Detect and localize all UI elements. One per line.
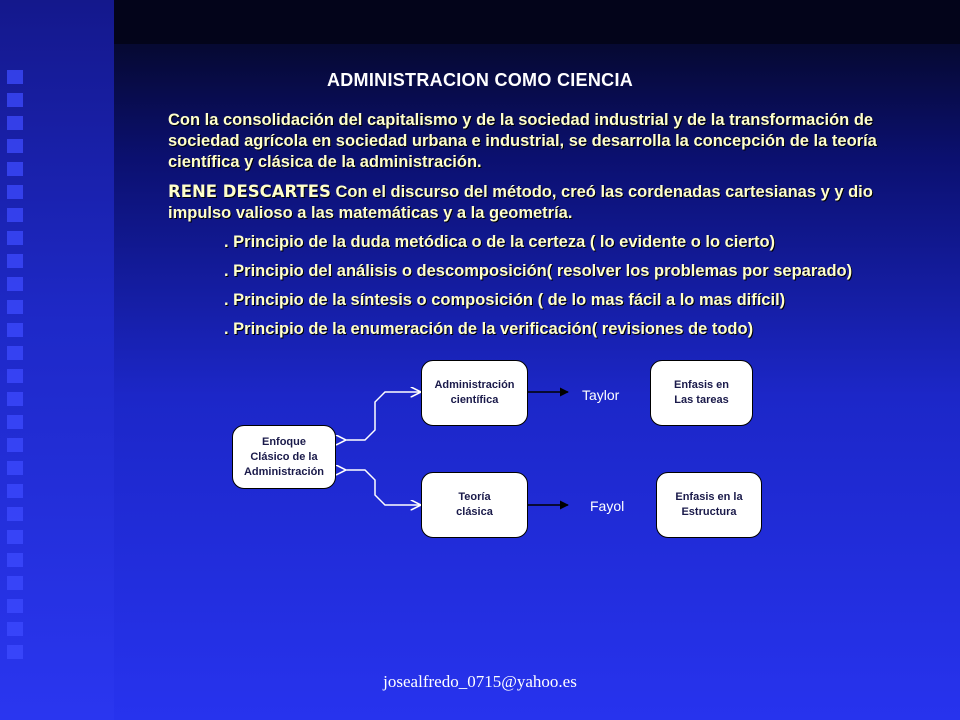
box-enfoque-clasico-label: Enfoque Clásico de la Administración	[243, 435, 325, 478]
principle-item: . Principio de la duda metódica o de la certeza ( lo evidente o lo cierto)	[224, 233, 776, 251]
intro-paragraph: Con la consolidación del capitalismo y de la sociedad industrial y de la transformación de sociedad agrícola en sociedad urbana e industrial, se desarrolla la concepción de la teoría científica y clásica de la administración.	[168, 111, 877, 171]
box-enfasis-tareas-label: Enfasis en Las tareas	[673, 379, 730, 406]
label-fayol: Fayol	[590, 498, 625, 514]
box-teoria-clasica-label: Teoría clásica	[456, 491, 493, 518]
principle-item: . Principio del análisis o descomposición( resolver los problemas por separado)	[224, 262, 853, 280]
principle-item: . Principio de la síntesis o composición ( de lo mas fácil a lo mas difícil)	[224, 291, 786, 309]
label-taylor: Taylor	[582, 387, 620, 403]
descartes-text: Con el discurso del método, creó las cordenadas cartesianas y y dio impulso valioso a las matemáticas y a la geometría.	[168, 183, 873, 222]
box-teoria-clasica	[421, 472, 528, 538]
upper-branch-line	[345, 392, 420, 440]
principle-item: . Principio de la enumeración de la verificación( revisiones de todo)	[224, 320, 754, 338]
box-enfoque-clasico	[232, 425, 336, 489]
lower-branch-line	[345, 470, 420, 505]
box-enfasis-estructura-label: Enfasis en la Estructura	[675, 491, 743, 518]
descartes-name: RENE DESCARTES	[168, 182, 331, 201]
slide-title: ADMINISTRACION COMO CIENCIA	[326, 70, 634, 90]
box-administracion-cientifica	[421, 360, 528, 426]
footer-email: josealfredo_0715@yahoo.es	[383, 672, 577, 691]
box-enfasis-estructura	[656, 472, 762, 538]
box-administracion-cientifica-label: Administración científica	[434, 379, 515, 406]
box-enfasis-tareas	[650, 360, 753, 426]
